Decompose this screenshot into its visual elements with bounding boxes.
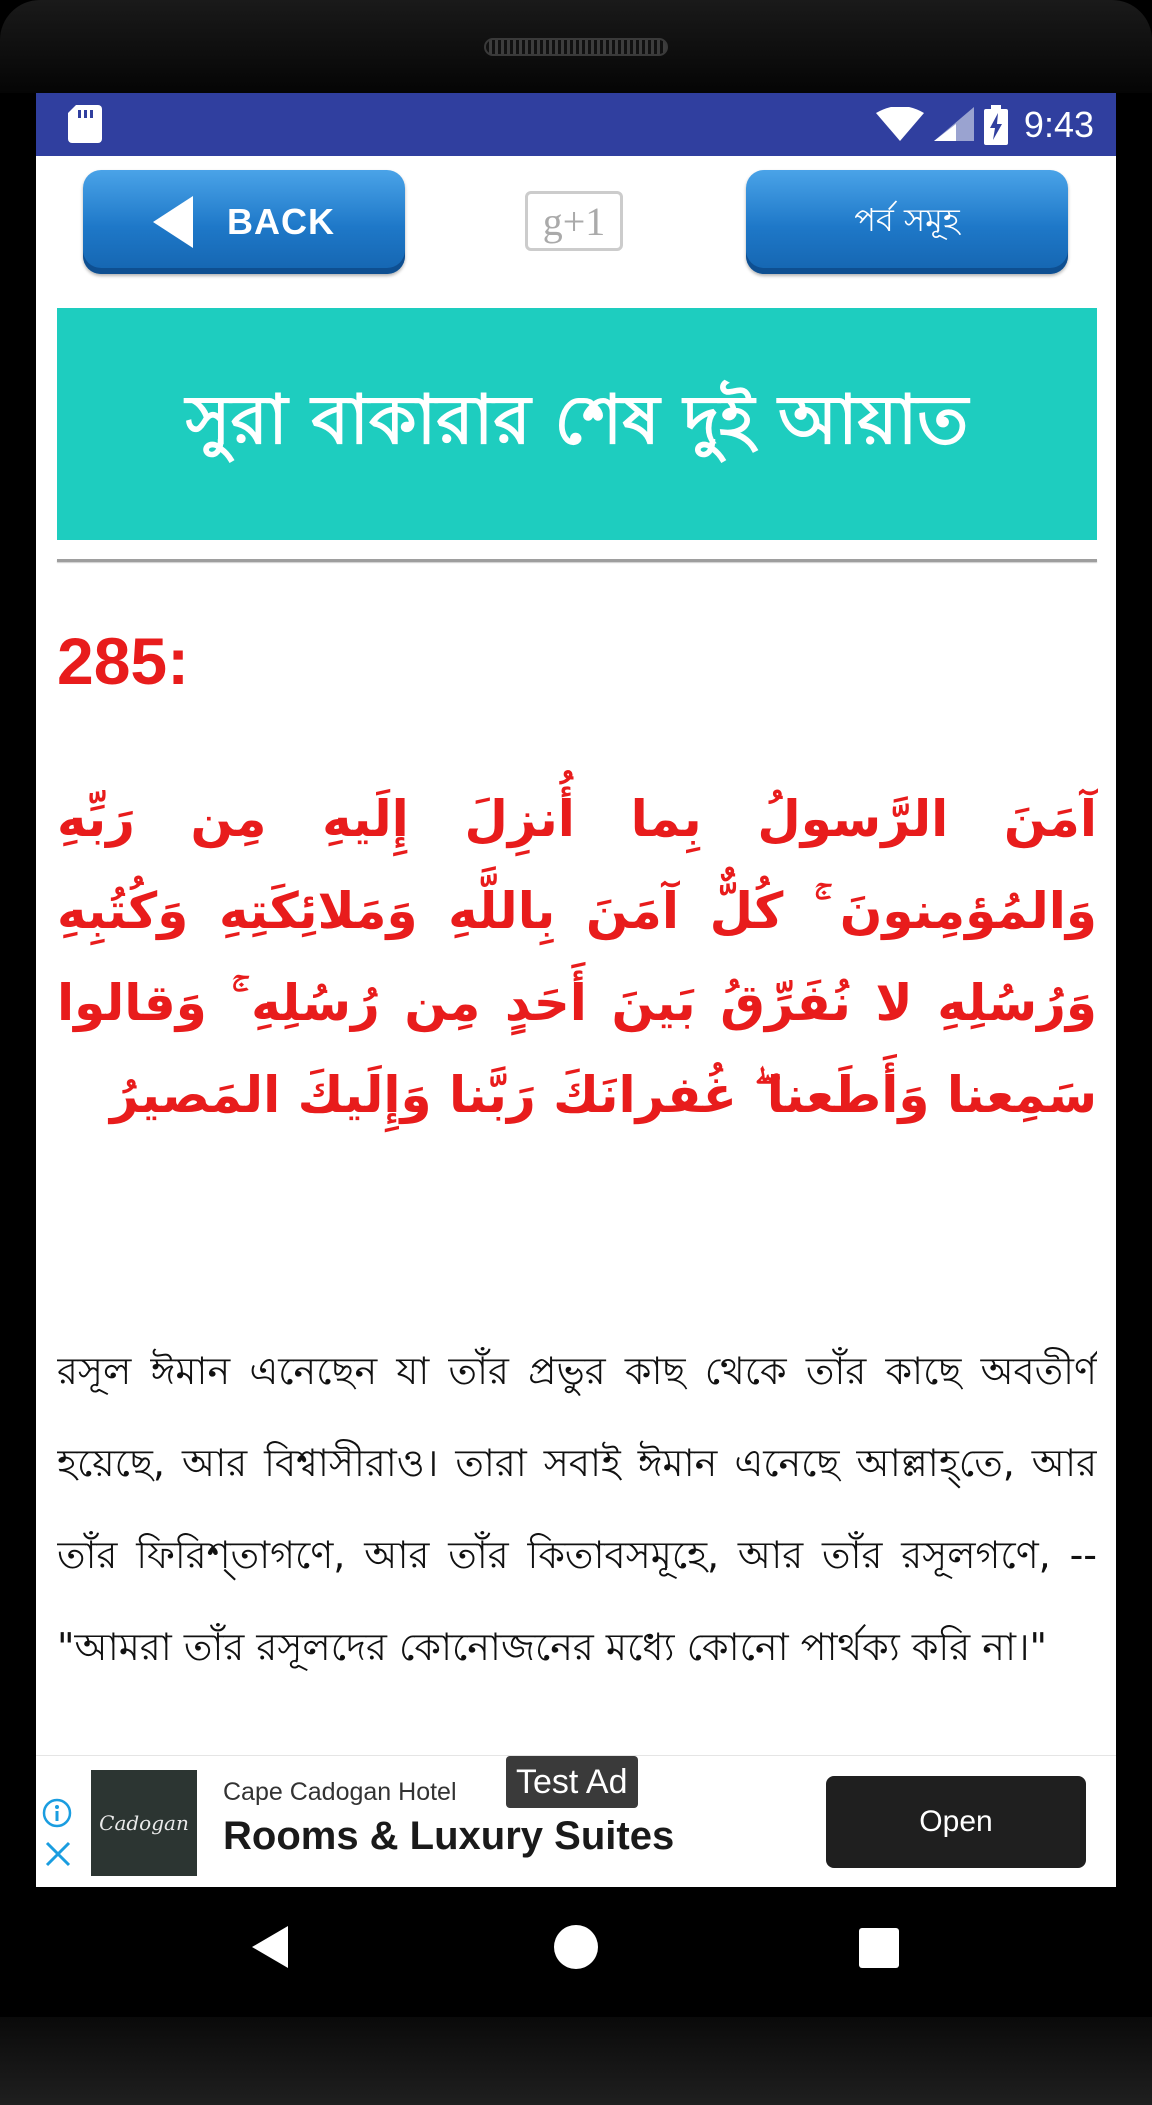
- nav-recents-icon[interactable]: [859, 1928, 899, 1968]
- back-arrow-icon: [153, 196, 193, 248]
- ad-advertiser-name: Cape Cadogan Hotel: [223, 1778, 457, 1806]
- verse-number: 285:: [57, 624, 190, 698]
- sd-card-icon: [68, 105, 102, 143]
- status-bar: [36, 93, 1116, 156]
- signal-icon: [934, 107, 974, 143]
- page-title: সুরা বাকারার শেষ দুই আয়াত: [185, 381, 969, 460]
- divider: [57, 559, 1097, 562]
- ad-open-button[interactable]: Open: [826, 1776, 1086, 1868]
- ad-info-icon[interactable]: [42, 1798, 72, 1828]
- device-bottom-bezel: [0, 2017, 1152, 2105]
- nav-home-icon[interactable]: [554, 1925, 598, 1969]
- chapters-button-label: পর্ব সমূহ: [854, 201, 960, 239]
- ad-banner[interactable]: [36, 1755, 1116, 1887]
- app-screen: [36, 93, 1116, 1887]
- wifi-icon: [876, 107, 924, 143]
- battery-charging-icon: [984, 105, 1008, 145]
- ad-close-icon[interactable]: [44, 1840, 72, 1868]
- device-top-bezel: [0, 0, 1152, 93]
- system-navigation-bar: [0, 1887, 1152, 2017]
- back-button-label: BACK: [227, 201, 335, 242]
- arabic-verse-text: آمَنَ الرَّسولُ بِما أُنزِلَ إِلَيهِ مِن رَبِّهِ وَالمُؤمِنونَ ۚ كُلٌّ آمَنَ بِاللَّهِ وَمَلائِكَتِهِ وَكُتُبِهِ وَرُسُلِهِ لا نُفَرِّقُ بَينَ أَحَدٍ مِن رُسُلِهِ ۚ وَقالوا سَمِعنا وَأَطَعنا ۖ غُفرانَكَ رَبَّنا وَإِلَيكَ المَصيرُ: [57, 790, 1097, 1124]
- ad-headline[interactable]: Rooms & Luxury Suites: [223, 1814, 675, 1858]
- clock-time: 9:43: [1023, 103, 1094, 145]
- advertiser-logo-text: Cadogan: [99, 1811, 189, 1835]
- nav-back-icon[interactable]: [248, 1924, 294, 1970]
- status-icons: [876, 93, 1094, 156]
- back-button[interactable]: [83, 170, 405, 274]
- test-ad-badge: Test Ad: [506, 1756, 638, 1808]
- title-banner: [57, 308, 1097, 540]
- earpiece-speaker: [484, 38, 668, 56]
- google-plus-one-button[interactable]: g+1: [525, 191, 623, 251]
- advertiser-logo: [91, 1770, 197, 1876]
- chapters-button[interactable]: [746, 170, 1068, 274]
- bengali-translation: রসূল ঈমান এনেছেন যা তাঁর প্রভুর কাছ থেকে তাঁর কাছে অবতীর্ণ হয়েছে, আর বিশ্বাসীরাও। তারা সবাই ঈমান এনেছে আল্লাহ্‌তে, আর তাঁর ফিরিশ্‌তাগণে, আর তাঁর কিতাবসমূহে, আর তাঁর রসূলগণে, -- "আমরা তাঁর রসূলদের কোনোজনের মধ্যে কোনো পার্থক্য করি না।": [57, 1349, 1097, 1669]
